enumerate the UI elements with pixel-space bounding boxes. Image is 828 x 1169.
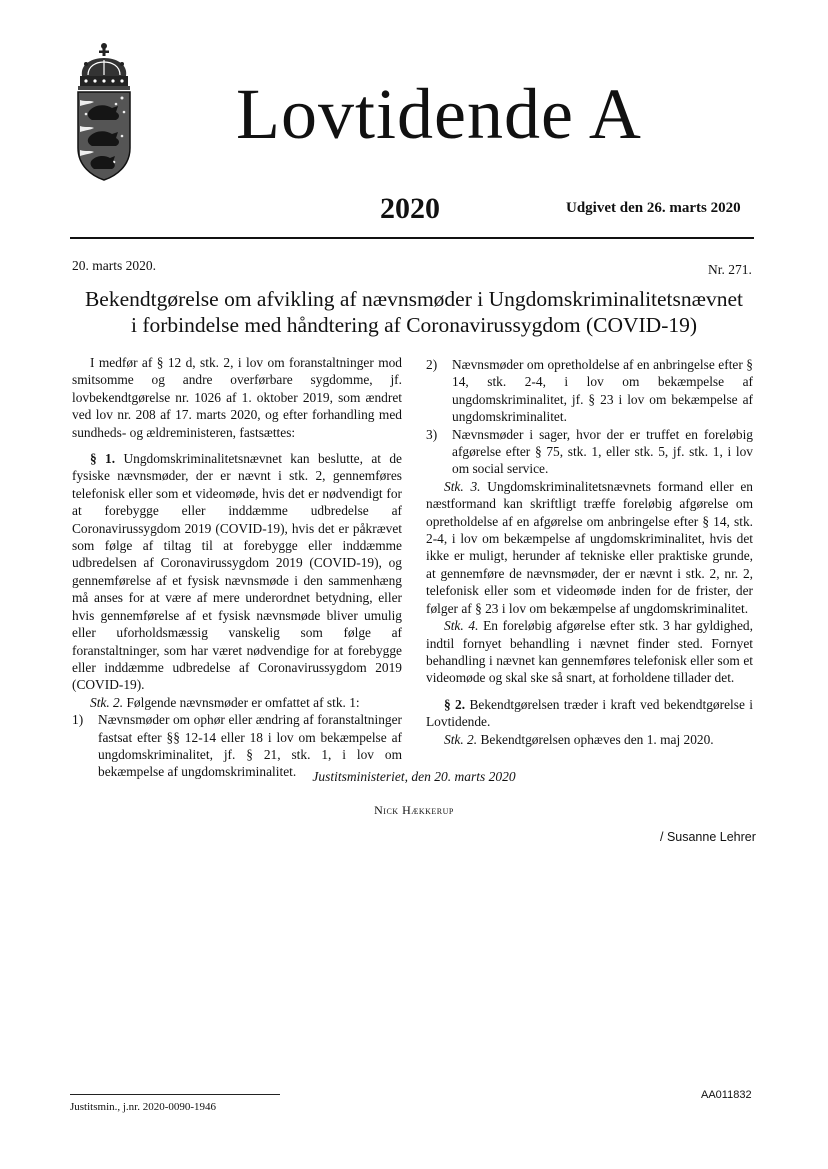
stk-3-text: Ungdomskriminalitetsnævnets formand eller en næstformand kan skriftligt træffe foreløbig afgørelse om opretholdelse af en afgørelse om anbringelse efter § 14, stk. 2-4, i lov om bekæmpelse af ungdomskriminalitet, hvis det ikke er muligt, herunder af tekniske eller praktiske grunde, at gennemføre de nævnsmøder, der er nævnt i stk. 2, nr. 2, telefonisk eller som et videomøde inden for de frister, der følger af § 23 i lov om bekæmpelse af ungdomskriminalitet. [426, 478, 753, 616]
case-reference: Justitsmin., j.nr. 2020-0090-1946 [70, 1101, 217, 1113]
section-1-stk-4 [426, 617, 753, 687]
section-1 [72, 450, 402, 694]
header-divider [70, 237, 754, 239]
stk-3-label: Stk. 3. [444, 478, 481, 494]
list-item [426, 356, 753, 426]
section-1-stk-3 [426, 478, 753, 617]
list-item-text: Nævnsmøder om opretholdelse af en anbringelse efter § 14, stk. 2-4, i lov om bekæmpelse af ungdomskriminalitet, jf. § 23 i lov om bekæmpelse af ungdomskriminalitet. [452, 357, 753, 425]
section-2-stk-2-label: Stk. 2. [444, 731, 478, 747]
list-item-text: Nævnsmøder om ophør eller ændring af foranstaltninger fastsat efter §§ 12-14 eller 18 i lov om bekæmpelse af ungdomskriminalitet, jf. § 21, stk. 1, i lov om bekæmpelse af ungdomskriminalitet. [98, 712, 402, 780]
masthead-title: Lovtidende A [236, 74, 642, 154]
ministry-date-line: Justitsministeriet, den 20. marts 2020 [312, 769, 516, 784]
stk-2-text: Følgende nævnsmøder er omfattet af stk. 1: [126, 694, 360, 710]
footnote-divider [70, 1094, 280, 1095]
section-2 [426, 696, 753, 731]
list-item [426, 426, 753, 478]
section-1-text: Ungdomskriminalitetsnævnet kan beslutte, at de fysiske nævnsmøder, der er nævnt i stk. 2, gennemføres telefonisk eller som et videomøde, hvis det er nødvendigt for at forebygge eller inddæmme udbredelse af Coronavirussygdom 2019 (COVID-19), hvis det er påkrævet som følge af tiltag til at forebygge eller inddæmme udbredelsen af Coronavirussygdom 2019 (COVID-19), og gennemførelse af et fysisk nævnsmøde i den sammenhæng må anses for at være af mere underordnet betydning, eller hvis gennemførelse af et fysisk nævnsmøde bliver umulig eller uforholdsmæssig vanskelig som følge af foranstaltninger, som har været nødvendige for at forebygge eller inddæmme udbredelse af Coronavirussygdom 2019 (COVID-19). [72, 451, 402, 693]
list-item-number: 2) [426, 357, 438, 372]
left-column [72, 354, 402, 781]
document-number: Nr. 271. [708, 262, 752, 277]
list-item-text: Nævnsmøder i sager, hvor der er truffet en foreløbig afgørelse efter § 75, stk. 1, eller stk. 5, jf. stk. 1, i lov om social service. [452, 426, 753, 477]
section-2-text: Bekendtgørelsen træder i kraft ved bekendtgørelse i Lovtidende. [426, 696, 753, 730]
section-2-label: § 2. [444, 696, 466, 712]
document-title: Bekendtgørelse om afvikling af nævnsmøder i Ungdomskriminalitetsnævnet i forbindelse med håndtering af Coronavirussygdom (COVID-19) [84, 287, 744, 337]
preamble: I medfør af § 12 d, stk. 2, i lov om foranstaltninger mod smitsomme og andre overførbare sygdomme, jf. lovbekendtgørelse nr. 1026 af 1. oktober 2019, som ændret ved lov nr. 208 af 17. marts 2020, og efter forhandling med sundheds- og ældreministeren, fastsættes: [72, 355, 402, 440]
co-signer: / Susanne Lehrer [660, 830, 756, 844]
publication-date: Udgivet den 26. marts 2020 [566, 200, 741, 216]
stk-4-label: Stk. 4. [444, 618, 479, 634]
document-id: AA011832 [701, 1089, 752, 1101]
list-item-number: 3) [426, 426, 438, 442]
list-item-number: 1) [72, 712, 84, 728]
section-2-stk-2-text: Bekendtgørelsen ophæves den 1. maj 2020. [480, 731, 714, 747]
coat-of-arms-icon [72, 42, 136, 182]
publication-year: 2020 [380, 192, 440, 225]
section-1-label: § 1. [90, 451, 116, 467]
section-2-stk-2 [426, 731, 753, 748]
minister-name: Nick Hækkerup [374, 803, 454, 817]
stk-4-text: En foreløbig afgørelse efter stk. 3 har gyldighed, indtil fornyet behandling i nævnet finder sted. Fornyet behandling i nævnet kan gennemføres telefonisk eller som et videomøde og skal ske så snart, at forholdene tillader det. [426, 618, 753, 686]
right-column [426, 356, 753, 748]
stk-2-label: Stk. 2. [90, 694, 124, 710]
document-date: 20. marts 2020. [72, 258, 156, 273]
section-1-stk-2 [72, 694, 402, 711]
